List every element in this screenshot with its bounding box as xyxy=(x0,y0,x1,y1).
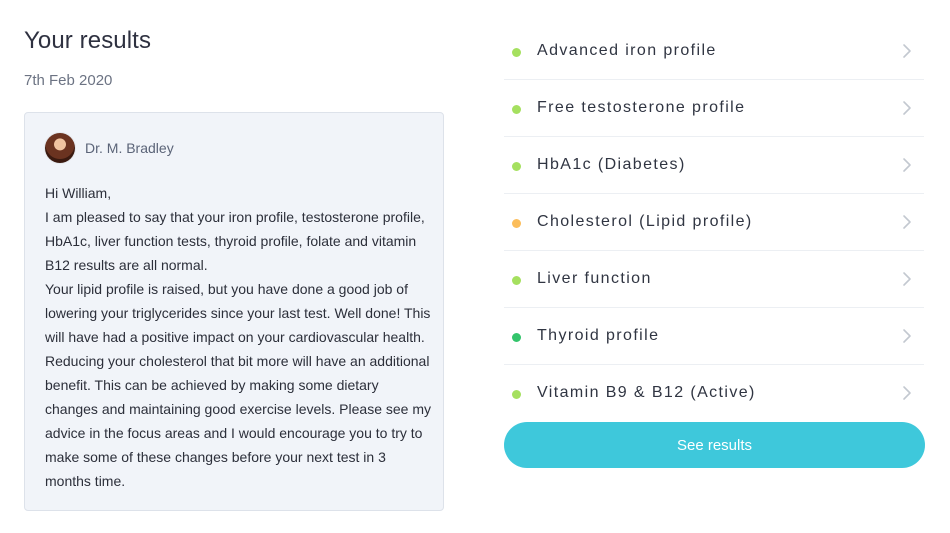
chevron-right-icon xyxy=(902,157,912,173)
result-item-cholesterol[interactable] xyxy=(504,194,924,251)
status-dot xyxy=(512,390,521,399)
result-label: Advanced iron profile xyxy=(537,42,717,59)
chevron-right-icon xyxy=(902,214,912,230)
result-label: HbA1c (Diabetes) xyxy=(537,156,686,173)
status-dot xyxy=(512,105,521,114)
result-label: Thyroid profile xyxy=(537,327,660,344)
message-paragraph: I am pleased to say that your iron profile, testosterone profile, HbA1c, liver function tests, thyroid profile, folate and vitamin B12 results are all normal. xyxy=(45,209,425,273)
doctor-header xyxy=(45,133,174,163)
doctor-message-card xyxy=(24,112,444,511)
status-dot xyxy=(512,219,521,228)
doctor-avatar xyxy=(45,133,75,163)
result-list xyxy=(504,23,924,422)
result-label: Cholesterol (Lipid profile) xyxy=(537,213,753,230)
result-item-thyroid-profile[interactable] xyxy=(504,308,924,365)
doctor-name: Dr. M. Bradley xyxy=(85,140,174,156)
result-label: Vitamin B9 & B12 (Active) xyxy=(537,384,756,401)
chevron-right-icon xyxy=(902,43,912,59)
status-dot xyxy=(512,333,521,342)
chevron-right-icon xyxy=(902,100,912,116)
message-greeting: Hi William, xyxy=(45,185,112,201)
status-dot xyxy=(512,48,521,57)
chevron-right-icon xyxy=(902,271,912,287)
result-item-vitamin-b9-b12[interactable] xyxy=(504,365,924,422)
results-date: 7th Feb 2020 xyxy=(24,72,113,89)
message-paragraph: Your lipid profile is raised, but you have done a good job of lowering your triglycerides since your last test. Well done! This will have had a positive impact on your cardiovascular health. Reducing your cholesterol that bit more will have an additional benefit. This can be achieved by making some dietary changes and maintaining good exercise levels. Please see my advice in the focus areas and I would encourage you to try to make some of these changes before your next test in 3 months time. xyxy=(45,281,432,489)
result-item-free-testosterone-profile[interactable] xyxy=(504,80,924,137)
result-item-advanced-iron-profile[interactable] xyxy=(504,23,924,80)
chevron-right-icon xyxy=(902,328,912,344)
see-results-button[interactable]: See results xyxy=(504,422,925,468)
results-panel xyxy=(504,23,924,454)
doctor-message xyxy=(45,181,433,493)
page-title: Your results xyxy=(24,27,152,54)
result-label: Liver function xyxy=(537,270,652,287)
result-item-liver-function[interactable] xyxy=(504,251,924,308)
result-label: Free testosterone profile xyxy=(537,99,746,116)
chevron-right-icon xyxy=(902,385,912,401)
status-dot xyxy=(512,276,521,285)
result-item-hba1c[interactable] xyxy=(504,137,924,194)
status-dot xyxy=(512,162,521,171)
